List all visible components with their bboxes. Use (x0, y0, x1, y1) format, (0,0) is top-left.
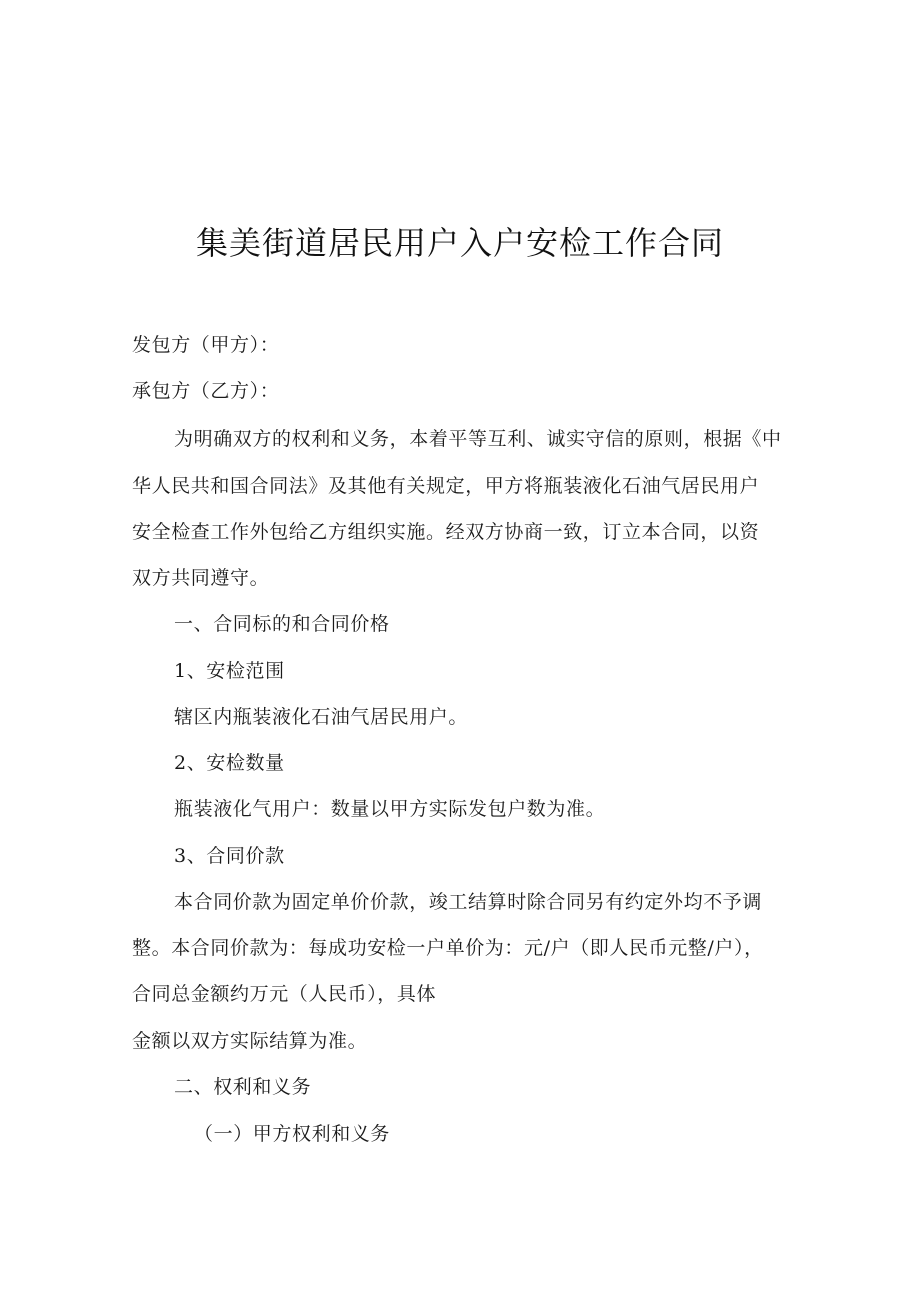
document-title: 集美街道居民用户入户安检工作合同 (195, 224, 724, 262)
preamble-line-4: 双方共同遵守。 (132, 567, 270, 589)
item-3-line-2: 整。本合同价款为：每成功安检一户单价为：元/户（即人民币元整/户）， (132, 937, 764, 959)
preamble-line-3: 安全检查工作外包给乙方组织实施。经双方协商一致，订立本合同，以资 (132, 521, 760, 543)
party-a-line: 发包方（甲方）： (132, 334, 280, 356)
item-3-line-4: 金额以双方实际结算为准。 (132, 1030, 368, 1052)
item-3-line-1: 本合同价款为固定单价价款，竣工结算时除合同另有约定外均不予调 (174, 891, 763, 913)
section-1-heading: 一、合同标的和合同价格 (174, 613, 390, 635)
subsection-1-heading: （一）甲方权利和义务 (194, 1123, 391, 1145)
preamble-line-1: 为明确双方的权利和义务，本着平等互利、诚实守信的原则，根据《中 (174, 428, 782, 450)
item-2-text: 瓶装液化气用户：数量以甲方实际发包户数为准。 (174, 798, 606, 820)
section-2-heading: 二、权利和义务 (174, 1076, 312, 1098)
party-b-line: 承包方（乙方）： (132, 380, 280, 402)
preamble-line-2: 华人民共和国合同法》及其他有关规定，甲方将瓶装液化石油气居民用户 (132, 475, 760, 497)
item-1-heading: 1、安检范围 (174, 660, 285, 682)
item-2-heading: 2、安检数量 (174, 752, 285, 774)
item-1-text: 辖区内瓶装液化石油气居民用户。 (174, 706, 469, 728)
item-3-heading: 3、合同价款 (174, 845, 285, 867)
item-3-line-3: 合同总金额约万元（人民币），具体 (132, 983, 437, 1005)
